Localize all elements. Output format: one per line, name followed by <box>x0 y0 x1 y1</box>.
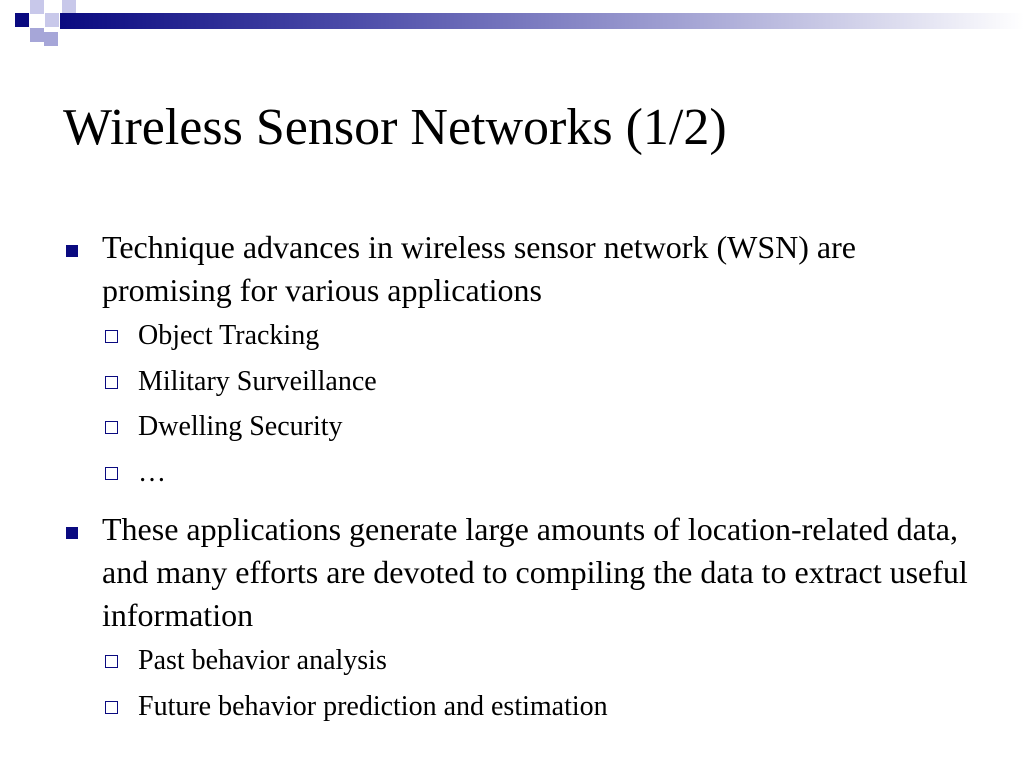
bullet-text: These applications generate large amounts of location-related data, and many efforts are devoted to compiling the data to extract useful information <box>102 511 968 633</box>
sub-bullet-text: … <box>138 456 166 488</box>
bullet-text: Technique advances in wireless sensor network (WSN) are promising for various applications <box>102 229 856 308</box>
hollow-square-bullet-icon <box>105 376 118 389</box>
sub-bullet-text: Future behavior prediction and estimation <box>138 690 608 722</box>
sub-bullet-item <box>102 455 980 501</box>
sub-bullet-item <box>102 643 980 689</box>
decorative-square-mid <box>30 28 44 42</box>
sub-bullet-text: Dwelling Security <box>138 411 343 442</box>
hollow-square-bullet-icon <box>105 467 118 480</box>
sub-bullet-item <box>102 318 980 364</box>
decorative-square-mid <box>44 32 58 46</box>
hollow-square-bullet-icon <box>105 330 118 343</box>
sub-bullet-list <box>102 643 980 734</box>
slide-title: Wireless Sensor Networks (1/2) <box>63 99 727 156</box>
sub-bullet-item <box>102 409 980 455</box>
sub-bullet-item <box>102 689 980 735</box>
filled-square-bullet-icon <box>66 245 78 257</box>
bullet-item <box>60 508 980 734</box>
filled-square-bullet-icon <box>66 527 78 539</box>
sub-bullet-list <box>102 318 980 500</box>
decorative-square-light <box>30 0 44 14</box>
sub-bullet-text: Military Surveillance <box>138 365 377 397</box>
hollow-square-bullet-icon <box>105 701 118 714</box>
sub-bullet-text: Past behavior analysis <box>138 645 387 676</box>
decorative-square-dark <box>15 13 29 27</box>
bullet-item <box>60 226 980 500</box>
decorative-square-light <box>62 0 76 14</box>
hollow-square-bullet-icon <box>105 421 118 434</box>
sub-bullet-text: Object Tracking <box>138 320 320 351</box>
slide-body <box>60 226 980 742</box>
sub-bullet-item <box>102 364 980 410</box>
hollow-square-bullet-icon <box>105 655 118 668</box>
top-gradient-bar <box>60 13 1024 29</box>
decorative-square-light <box>45 13 59 27</box>
